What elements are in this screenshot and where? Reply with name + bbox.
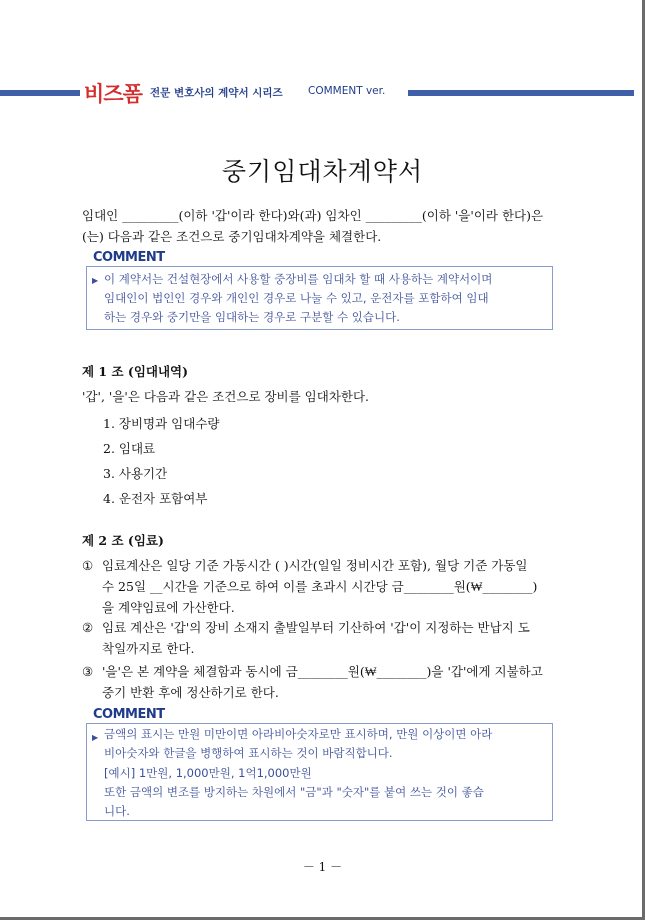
comment-label: COMMENT: [93, 707, 165, 722]
article-1-intro: '갑', '을'은 다음과 같은 조건으로 장비를 임대차한다.: [82, 389, 370, 404]
list-item: 4. 운전자 포함여부: [103, 491, 208, 506]
clause-marker: ①: [82, 558, 94, 573]
document-title: 중기임대차계약서: [221, 157, 424, 186]
comment-line: 임대인이 법인인 경우와 개인인 경우로 나눌 수 있고, 운전자를 포함하여 임대: [104, 291, 489, 305]
clause-line: 착일까지로 한다.: [102, 641, 195, 656]
article-1-heading: 제 1 조 (임대내역): [82, 364, 189, 379]
bullet-triangle-icon: ▶: [92, 276, 99, 285]
clause-line: 임료계산은 일당 기준 가동시간 ( )시간(일일 정비시간 포함), 월당 기준 가동일: [102, 558, 528, 573]
comment-line: 비아숫자와 한글을 병행하여 표시하는 것이 바람직합니다.: [104, 746, 393, 760]
comment-line: 하는 경우와 중기만을 임대하는 경우로 구분할 수 있습니다.: [104, 310, 400, 324]
intro-line-1: 임대인 _________(이하 '갑'이라 한다)와(과) 임차인 _________(이하 '을'이라 한다)은: [82, 208, 544, 223]
document-header: [0, 78, 645, 108]
clause-line: 중기 반환 후에 정산하기로 한다.: [102, 685, 279, 700]
clause-marker: ③: [82, 664, 94, 679]
list-item: 1. 장비명과 임대수량: [103, 416, 220, 431]
clause-line: '을'은 본 계약을 체결함과 동시에 금________원(₩________)을 '갑'에게 지불하고: [102, 664, 543, 679]
comment-line: 이 계약서는 건설현장에서 사용할 중장비를 임대차 할 때 사용하는 계약서이며: [104, 272, 493, 286]
comment-line: 또한 금액의 변조를 방지하는 차원에서 "금"과 "숫자"를 붙여 쓰는 것이 좋습: [104, 785, 484, 799]
header-rule-left: [0, 90, 80, 96]
comment-line: 금액의 표시는 만원 미만이면 아라비아숫자로만 표시하며, 만원 이상이면 아라: [104, 727, 493, 741]
list-item: 3. 사용기간: [103, 466, 168, 481]
comment-box: [86, 266, 553, 330]
clause-marker: ②: [82, 620, 94, 635]
article-2-heading: 제 2 조 (임료): [82, 533, 164, 548]
header-version: COMMENT ver.: [308, 85, 386, 97]
comment-line: [예시] 1만원, 1,000만원, 1억1,000만원: [104, 766, 312, 780]
comment-box: [86, 723, 553, 821]
page-number: － 1 －: [302, 860, 343, 874]
header-rule-right: [408, 90, 634, 96]
comment-label: COMMENT: [93, 250, 165, 265]
clause-line: 임료 계산은 '갑'의 장비 소재지 출발일부터 기산하여 '갑'이 지정하는 반납지 도: [102, 620, 530, 635]
list-item: 2. 임대료: [103, 441, 156, 456]
comment-line: 니다.: [104, 804, 130, 818]
bullet-triangle-icon: ▶: [92, 733, 99, 742]
header-series-title: 전문 변호사의 계약서 시리즈: [150, 87, 283, 99]
clause-line: 을 계약임료에 가산한다.: [102, 600, 235, 615]
clause-line: 수 25일 __시간을 기준으로 하여 이를 초과시 시간당 금________원(₩________): [102, 579, 538, 594]
bizform-logo: 비즈폼: [84, 82, 142, 106]
intro-line-2: (는) 다음과 같은 조건으로 중기임대차계약을 체결한다.: [82, 229, 382, 244]
